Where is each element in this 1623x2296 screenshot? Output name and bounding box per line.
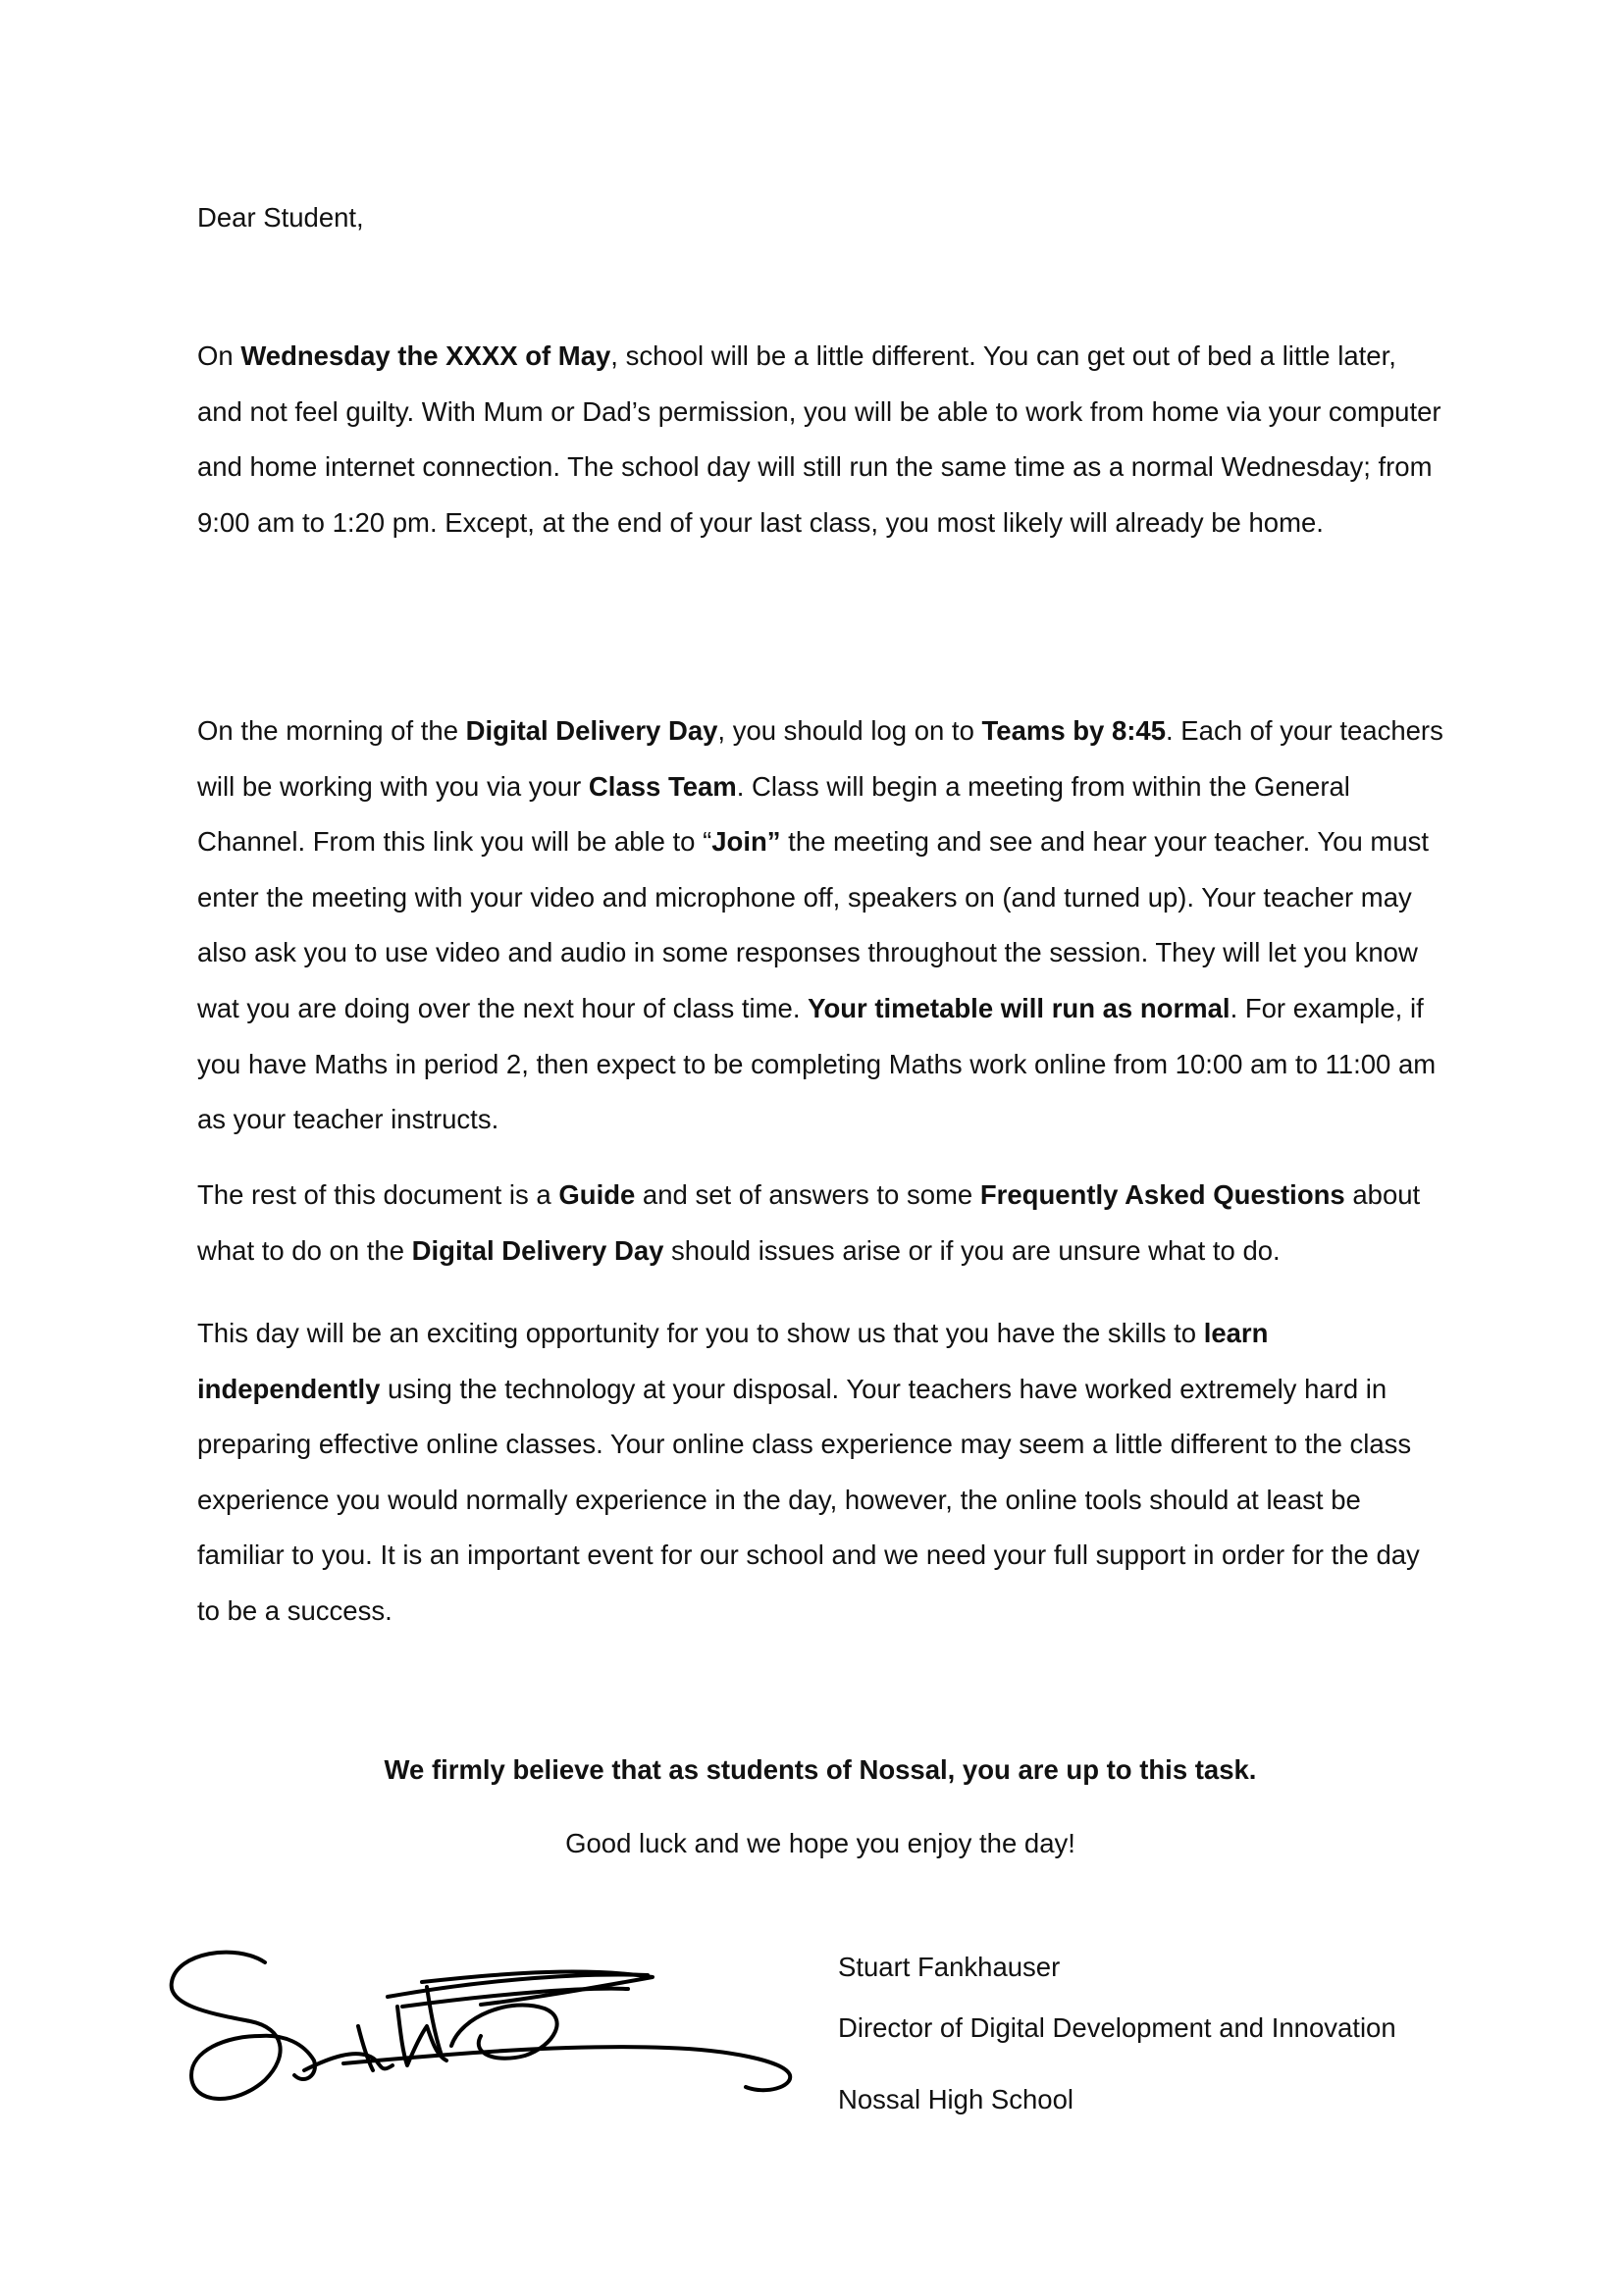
p2-bold-5: Your timetable will run as normal <box>808 992 1230 1023</box>
p3-bold-2: Frequently Asked Questions <box>979 1179 1345 1210</box>
closing-statement: We firmly believe that as students of Nossal, you are up to this task. <box>384 1754 1257 1785</box>
closing-wish: Good luck and we hope you enjoy the day! <box>565 1828 1075 1858</box>
p2-bold-4: Join” <box>711 826 781 858</box>
p1-bold-date: Wednesday the XXXX of May <box>240 340 611 371</box>
p3-text-2: and set of answers to some <box>635 1179 980 1210</box>
paragraph-guide <box>197 1168 1443 1278</box>
p2-text-4: . Class will begin a meeting from within the General Channel. From this link you will be able to “ <box>197 770 1350 858</box>
handwritten-signature <box>157 1938 824 2119</box>
p2-text-5: the meeting and see and hear your teacher. You must enter the meeting with your video and microphone off, speakers on (and turned up). Your teacher may also ask you to use video and audio in some responses throughout the session. They will let you know wat you are doing over the next hour of class time. <box>197 826 1430 1023</box>
p2-text-3: . Each of your teachers will be working with you via your <box>197 715 1443 802</box>
signatory-name: Stuart Fankhauser <box>838 1952 1061 1982</box>
p3-text-4: should issues arise or if you are unsure what to do. <box>663 1234 1281 1266</box>
p2-bold-1: Digital Delivery Day <box>465 715 718 746</box>
p2-text-1: On the morning of the <box>197 715 466 746</box>
p1-text-2: , school will be a little different. You can get out of bed a little later, and not feel guilty. With Mum or Dad’s permission, you will be able to work from home via your computer and home internet connection. The school day will still run the same time as a normal Wednesday; from 9:00 am to 1:20 pm. Except, at the end of your last class, you most likely will already be home. <box>197 340 1441 538</box>
signatory-school: Nossal High School <box>838 2084 1073 2114</box>
p2-text-6: . For example, if you have Maths in period 2, then expect to be completing Maths work online from 10:00 am to 11:00 am as your teacher instructs. <box>197 992 1437 1135</box>
paragraph-opportunity <box>197 1306 1443 1640</box>
p4-text-2: using the technology at your disposal. Your teachers have worked extremely hard in preparing effective online classes. Your online class experience may seem a little different to the class experience you would normally experience in the day, however, the online tools should at least be familiar to you. It is an important event for our school and we need your full support in order for the day to be a success. <box>197 1373 1420 1626</box>
p3-text-1: The rest of this document is a <box>197 1179 559 1210</box>
paragraph-schedule <box>197 329 1443 550</box>
p3-bold-1: Guide <box>558 1179 636 1210</box>
p4-text-1: This day will be an exciting opportunity for you to show us that you have the skills to <box>197 1318 1204 1348</box>
paragraph-teams-instructions <box>197 704 1443 1148</box>
p1-text-1: On <box>197 340 241 371</box>
letter-greeting: Dear Student, <box>197 202 364 233</box>
p2-text-2: , you should log on to <box>717 715 982 746</box>
p3-text-3: about what to do on the <box>197 1179 1421 1266</box>
p2-bold-3: Class Team <box>588 770 737 802</box>
signatory-title: Director of Digital Development and Innovation <box>838 2012 1396 2043</box>
p2-bold-2: Teams by 8:45 <box>981 715 1167 746</box>
p3-bold-3: Digital Delivery Day <box>411 1234 664 1266</box>
p4-bold-1: learn independently <box>197 1318 1269 1404</box>
